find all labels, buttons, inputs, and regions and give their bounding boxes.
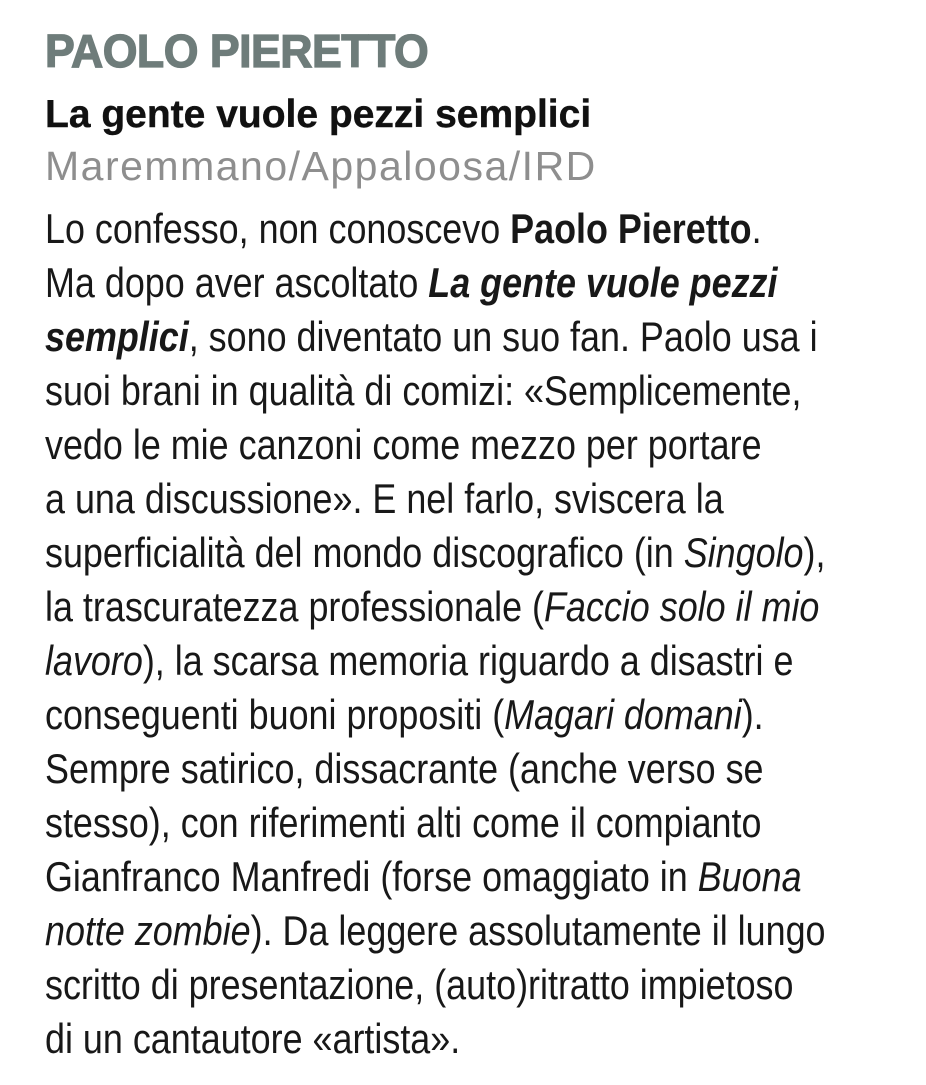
text-run: . bbox=[751, 205, 762, 252]
text-run: notte zombie bbox=[45, 907, 251, 954]
text-run: ). Da leggere assolutamente il lungo bbox=[250, 907, 826, 954]
review-line bbox=[45, 526, 926, 580]
text-run: ), bbox=[803, 529, 826, 576]
review-line bbox=[45, 796, 926, 850]
text-run: la trascuratezza professionale ( bbox=[45, 583, 544, 630]
review-line bbox=[45, 1012, 926, 1066]
artist-name-heading: PAOLO PIERETTO bbox=[45, 25, 429, 77]
text-run: lavoro bbox=[45, 637, 143, 684]
text-run: superficialità del mondo discografico (in bbox=[45, 529, 684, 576]
text-run: Ma dopo aver ascoltato bbox=[45, 259, 429, 306]
text-run: Faccio solo il mio bbox=[543, 583, 820, 630]
text-run: Sempre satirico, dissacrante (anche verso se bbox=[45, 745, 764, 792]
text-run: di un cantautore «artista». bbox=[45, 1015, 461, 1062]
review-line bbox=[45, 958, 926, 1012]
review-line bbox=[45, 472, 926, 526]
text-run: ), la scarsa memoria riguardo a disastri e bbox=[142, 637, 794, 684]
review-line bbox=[45, 310, 926, 364]
review-line bbox=[45, 904, 926, 958]
text-run: vedo le mie canzoni come mezzo per portare bbox=[45, 421, 762, 468]
text-run: Magari domani bbox=[504, 691, 742, 738]
text-run: scritto di presentazione, (auto)ritratto impietoso bbox=[45, 961, 794, 1008]
review-line bbox=[45, 742, 926, 796]
text-run: Buona bbox=[697, 853, 802, 900]
text-run: Gianfranco Manfredi (forse omaggiato in bbox=[45, 853, 698, 900]
text-run: stesso), con riferimenti alti come il compianto bbox=[45, 799, 762, 846]
text-run: La gente vuole pezzi bbox=[428, 259, 778, 306]
review-line bbox=[45, 580, 926, 634]
review-line bbox=[45, 688, 926, 742]
text-run: , sono diventato un suo fan. Paolo usa i bbox=[188, 313, 818, 360]
review-line bbox=[45, 256, 926, 310]
text-run: suoi brani in qualità di comizi: «Semplicemente, bbox=[45, 367, 802, 414]
review-line bbox=[45, 418, 926, 472]
text-run: semplici bbox=[45, 313, 189, 360]
text-run: Paolo Pieretto bbox=[510, 205, 752, 252]
review-line bbox=[45, 202, 926, 256]
record-label-line: Maremmano/Appaloosa/IRD bbox=[45, 143, 597, 189]
text-run: conseguenti buoni propositi ( bbox=[45, 691, 505, 738]
text-run: ). bbox=[741, 691, 764, 738]
review-line bbox=[45, 364, 926, 418]
text-run: a una discussione». E nel farlo, sviscera la bbox=[45, 475, 724, 522]
review-line bbox=[45, 850, 926, 904]
album-title-heading: La gente vuole pezzi semplici bbox=[45, 93, 592, 136]
text-run: Singolo bbox=[683, 529, 804, 576]
text-run: Lo confesso, non conoscevo bbox=[45, 205, 511, 252]
review-body bbox=[45, 202, 926, 1066]
review-line bbox=[45, 634, 926, 688]
